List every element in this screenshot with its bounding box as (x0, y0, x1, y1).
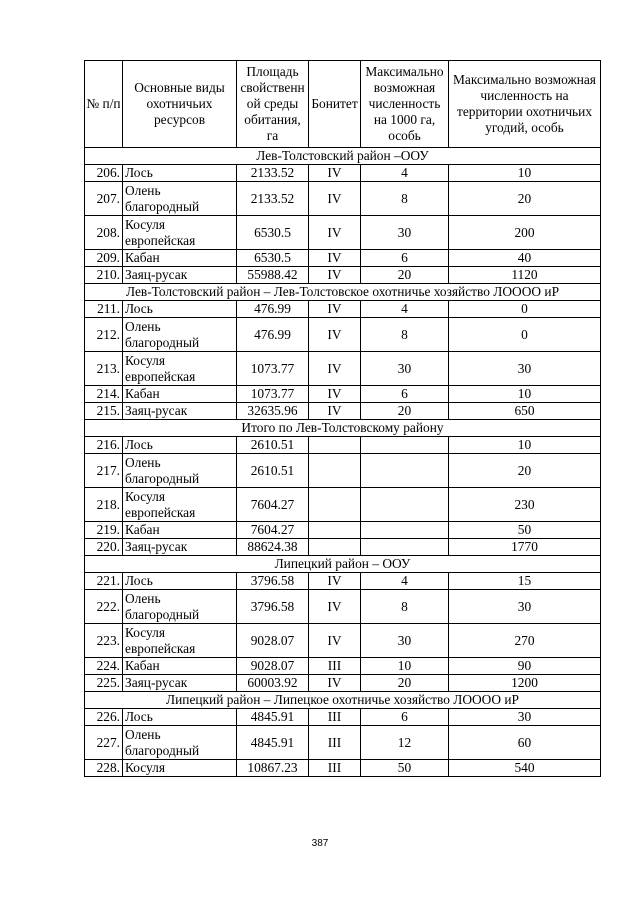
cell-area: 2133.52 (237, 165, 309, 182)
cell-total: 20 (449, 182, 601, 216)
cell-total: 230 (449, 488, 601, 522)
cell-area: 9028.07 (237, 624, 309, 658)
cell-bonitet: IV (309, 318, 361, 352)
cell-num: 228. (85, 760, 123, 777)
cell-num: 218. (85, 488, 123, 522)
table-row (85, 454, 601, 488)
cell-total: 40 (449, 250, 601, 267)
cell-total: 1200 (449, 675, 601, 692)
cell-area: 2610.51 (237, 437, 309, 454)
cell-num: 222. (85, 590, 123, 624)
cell-density: 30 (361, 624, 449, 658)
cell-area: 7604.27 (237, 522, 309, 539)
cell-bonitet: IV (309, 165, 361, 182)
cell-num: 227. (85, 726, 123, 760)
table-row (85, 182, 601, 216)
cell-species: Косуля европейская (123, 352, 237, 386)
cell-area: 9028.07 (237, 658, 309, 675)
cell-species: Олень благородный (123, 318, 237, 352)
cell-density: 12 (361, 726, 449, 760)
cell-total: 540 (449, 760, 601, 777)
cell-bonitet (309, 454, 361, 488)
cell-bonitet: IV (309, 182, 361, 216)
cell-total: 20 (449, 454, 601, 488)
cell-species: Олень благородный (123, 182, 237, 216)
cell-bonitet: IV (309, 250, 361, 267)
cell-bonitet: III (309, 709, 361, 726)
cell-num: 224. (85, 658, 123, 675)
cell-density (361, 437, 449, 454)
cell-species: Лось (123, 165, 237, 182)
cell-bonitet: III (309, 726, 361, 760)
cell-species: Лось (123, 709, 237, 726)
cell-num: 220. (85, 539, 123, 556)
cell-species: Лось (123, 301, 237, 318)
table-row (85, 709, 601, 726)
cell-area: 6530.5 (237, 250, 309, 267)
cell-num: 214. (85, 386, 123, 403)
table-row (85, 522, 601, 539)
cell-area: 60003.92 (237, 675, 309, 692)
cell-bonitet: IV (309, 624, 361, 658)
cell-species: Заяц-русак (123, 539, 237, 556)
section-row (85, 148, 601, 165)
table-row (85, 726, 601, 760)
cell-density: 4 (361, 301, 449, 318)
cell-num: 217. (85, 454, 123, 488)
cell-total: 50 (449, 522, 601, 539)
cell-bonitet: IV (309, 403, 361, 420)
cell-density: 20 (361, 675, 449, 692)
cell-num: 212. (85, 318, 123, 352)
cell-bonitet: IV (309, 267, 361, 284)
cell-total: 270 (449, 624, 601, 658)
header-max-per-1000: Максимально возможная численность на 1000 га, особь (361, 61, 449, 148)
cell-bonitet (309, 437, 361, 454)
cell-density: 10 (361, 658, 449, 675)
cell-species: Лось (123, 573, 237, 590)
cell-species: Олень благородный (123, 726, 237, 760)
cell-species: Заяц-русак (123, 403, 237, 420)
cell-area: 476.99 (237, 301, 309, 318)
cell-num: 221. (85, 573, 123, 590)
cell-num: 225. (85, 675, 123, 692)
cell-total: 1120 (449, 267, 601, 284)
cell-bonitet: IV (309, 352, 361, 386)
section-title: Лев-Толстовский район –ООУ (85, 148, 601, 165)
cell-bonitet (309, 522, 361, 539)
cell-num: 210. (85, 267, 123, 284)
section-title: Липецкий район – Липецкое охотничье хозяйство ЛОООО иР (85, 692, 601, 709)
cell-density: 4 (361, 573, 449, 590)
section-row (85, 692, 601, 709)
cell-area: 55988.42 (237, 267, 309, 284)
cell-bonitet: IV (309, 590, 361, 624)
cell-density: 20 (361, 403, 449, 420)
cell-area: 7604.27 (237, 488, 309, 522)
cell-total: 10 (449, 165, 601, 182)
cell-total: 30 (449, 709, 601, 726)
cell-total: 0 (449, 301, 601, 318)
page-number: 387 (311, 838, 329, 849)
cell-species: Олень благородный (123, 454, 237, 488)
cell-density: 6 (361, 709, 449, 726)
cell-density: 20 (361, 267, 449, 284)
table-row (85, 488, 601, 522)
section-row (85, 420, 601, 437)
cell-num: 206. (85, 165, 123, 182)
cell-total: 1770 (449, 539, 601, 556)
table-row (85, 216, 601, 250)
section-title: Итого по Лев-Толстовскому району (85, 420, 601, 437)
cell-bonitet: IV (309, 573, 361, 590)
cell-area: 10867.23 (237, 760, 309, 777)
cell-density: 4 (361, 165, 449, 182)
cell-num: 216. (85, 437, 123, 454)
table-row (85, 250, 601, 267)
cell-num: 226. (85, 709, 123, 726)
cell-bonitet: IV (309, 216, 361, 250)
cell-density: 6 (361, 386, 449, 403)
cell-area: 3796.58 (237, 573, 309, 590)
cell-area: 1073.77 (237, 352, 309, 386)
cell-species: Заяц-русак (123, 675, 237, 692)
table-row (85, 760, 601, 777)
cell-total: 650 (449, 403, 601, 420)
cell-total: 10 (449, 437, 601, 454)
cell-species: Косуля европейская (123, 216, 237, 250)
cell-density (361, 522, 449, 539)
cell-density: 30 (361, 352, 449, 386)
section-row (85, 556, 601, 573)
cell-num: 215. (85, 403, 123, 420)
cell-bonitet: III (309, 760, 361, 777)
cell-species: Лось (123, 437, 237, 454)
cell-species: Кабан (123, 658, 237, 675)
cell-area: 476.99 (237, 318, 309, 352)
table-row (85, 658, 601, 675)
table-row (85, 165, 601, 182)
table-row (85, 352, 601, 386)
cell-area: 32635.96 (237, 403, 309, 420)
cell-total: 30 (449, 590, 601, 624)
header-max-total: Максимально возможная численность на территории охотничьих угодий, особь (449, 61, 601, 148)
cell-density: 50 (361, 760, 449, 777)
table-row (85, 590, 601, 624)
table-row (85, 267, 601, 284)
cell-species: Косуля (123, 760, 237, 777)
cell-area: 2133.52 (237, 182, 309, 216)
table-row (85, 573, 601, 590)
table-row (85, 624, 601, 658)
cell-bonitet (309, 488, 361, 522)
table-body (85, 148, 601, 777)
table-row (85, 301, 601, 318)
cell-density (361, 454, 449, 488)
cell-species: Олень благородный (123, 590, 237, 624)
cell-density: 8 (361, 590, 449, 624)
cell-bonitet: IV (309, 675, 361, 692)
header-area: Площадь свойственн ой среды обитания, га (237, 61, 309, 148)
hunting-resources-table (84, 60, 601, 777)
table-row (85, 386, 601, 403)
cell-total: 0 (449, 318, 601, 352)
table-header-row (85, 61, 601, 148)
cell-total: 30 (449, 352, 601, 386)
cell-total: 90 (449, 658, 601, 675)
table-row (85, 403, 601, 420)
header-bonitet: Бонитет (309, 61, 361, 148)
cell-species: Кабан (123, 522, 237, 539)
cell-species: Кабан (123, 250, 237, 267)
section-title: Лев-Толстовский район – Лев-Толстовское охотничье хозяйство ЛОООО иР (85, 284, 601, 301)
cell-species: Кабан (123, 386, 237, 403)
cell-density: 8 (361, 182, 449, 216)
cell-bonitet: III (309, 658, 361, 675)
cell-species: Косуля европейская (123, 488, 237, 522)
cell-area: 1073.77 (237, 386, 309, 403)
table-row (85, 675, 601, 692)
cell-density: 6 (361, 250, 449, 267)
cell-area: 6530.5 (237, 216, 309, 250)
cell-density (361, 539, 449, 556)
cell-total: 15 (449, 573, 601, 590)
cell-bonitet: IV (309, 386, 361, 403)
cell-num: 219. (85, 522, 123, 539)
cell-num: 209. (85, 250, 123, 267)
cell-density: 30 (361, 216, 449, 250)
table-row (85, 318, 601, 352)
cell-num: 223. (85, 624, 123, 658)
cell-species: Заяц-русак (123, 267, 237, 284)
cell-area: 2610.51 (237, 454, 309, 488)
cell-density (361, 488, 449, 522)
cell-area: 88624.38 (237, 539, 309, 556)
section-title: Липецкий район – ООУ (85, 556, 601, 573)
cell-density: 8 (361, 318, 449, 352)
cell-num: 208. (85, 216, 123, 250)
cell-area: 3796.58 (237, 590, 309, 624)
cell-num: 207. (85, 182, 123, 216)
table-row (85, 539, 601, 556)
cell-total: 60 (449, 726, 601, 760)
cell-num: 213. (85, 352, 123, 386)
cell-bonitet (309, 539, 361, 556)
section-row (85, 284, 601, 301)
cell-total: 10 (449, 386, 601, 403)
cell-area: 4845.91 (237, 726, 309, 760)
cell-num: 211. (85, 301, 123, 318)
header-num: № п/п (85, 61, 123, 148)
cell-area: 4845.91 (237, 709, 309, 726)
cell-species: Косуля европейская (123, 624, 237, 658)
header-species: Основные виды охотничьих ресурсов (123, 61, 237, 148)
cell-bonitet: IV (309, 301, 361, 318)
cell-total: 200 (449, 216, 601, 250)
table-row (85, 437, 601, 454)
